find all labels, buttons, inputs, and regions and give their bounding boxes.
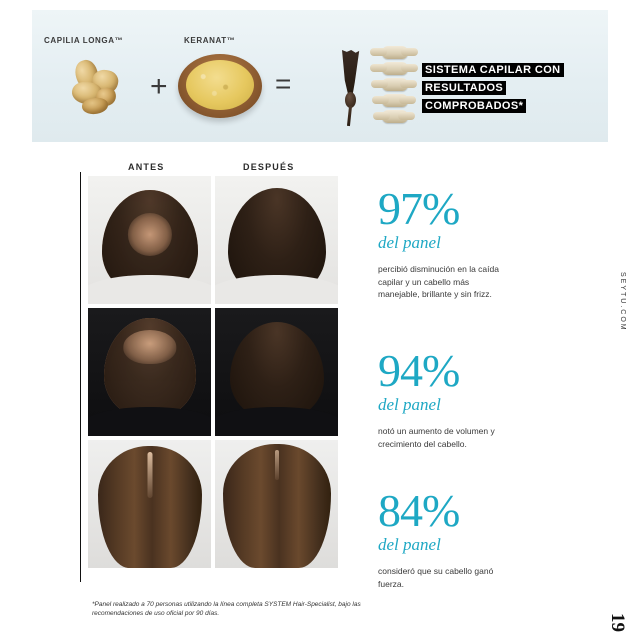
powder-bowl-icon — [178, 54, 262, 122]
brand-url: SEYTU.COM — [619, 272, 626, 332]
equals-symbol: = — [275, 68, 292, 99]
photo-row-2 — [88, 308, 338, 436]
claim-banner-text — [422, 60, 594, 114]
stat-description-1: percibió disminución en la caída capilar y un cabello más manejable, brillante y sin frizz. — [378, 264, 499, 299]
photo-row-3 — [88, 440, 338, 568]
photo-before-1 — [88, 176, 211, 304]
photo-row-1 — [88, 176, 338, 304]
ingredient-label-keranat: KERANAT™ — [184, 36, 236, 45]
photo-before-3 — [88, 440, 211, 568]
stat-block-1 — [378, 183, 538, 301]
stat-description-3: consideró que su cabello ganó fuerza. — [378, 566, 494, 589]
stat-value-3: 84% — [378, 485, 460, 536]
vertical-divider — [80, 172, 81, 582]
photo-after-1 — [215, 176, 338, 304]
ginger-root-icon — [70, 58, 132, 118]
claim-text: SISTEMA CAPILAR CON RESULTADOS COMPROBADOS* — [422, 63, 564, 113]
stat-block-2 — [378, 345, 538, 450]
stat-label-3: del panel — [378, 535, 441, 554]
photo-after-3 — [215, 440, 338, 568]
plus-symbol: + — [150, 70, 168, 103]
vertebra-icon — [370, 44, 418, 136]
photo-before-2 — [88, 308, 211, 436]
ingredients-banner — [32, 10, 608, 142]
ingredient-label-capilia: CAPILIA LONGA™ — [44, 36, 124, 45]
page-number: 19 — [607, 613, 628, 632]
stat-label-1: del panel — [378, 233, 441, 252]
stat-description-2: notó un aumento de volumen y crecimiento del cabello. — [378, 426, 495, 449]
column-header-before: ANTES — [128, 162, 165, 172]
stat-label-2: del panel — [378, 395, 441, 414]
footnote-text: *Panel realizado a 70 personas utilizando la línea completa SYSTEM Hair-Specialist, bajo las recomendaciones de uso oficial por 90 días. — [92, 601, 361, 617]
before-after-photo-grid — [88, 176, 338, 572]
photo-after-2 — [215, 308, 338, 436]
column-header-after: DESPUÉS — [243, 162, 295, 172]
stat-value-1: 97% — [378, 183, 460, 234]
stat-block-3 — [378, 485, 538, 590]
hair-follicle-icon — [332, 50, 368, 128]
stat-value-2: 94% — [378, 345, 460, 396]
